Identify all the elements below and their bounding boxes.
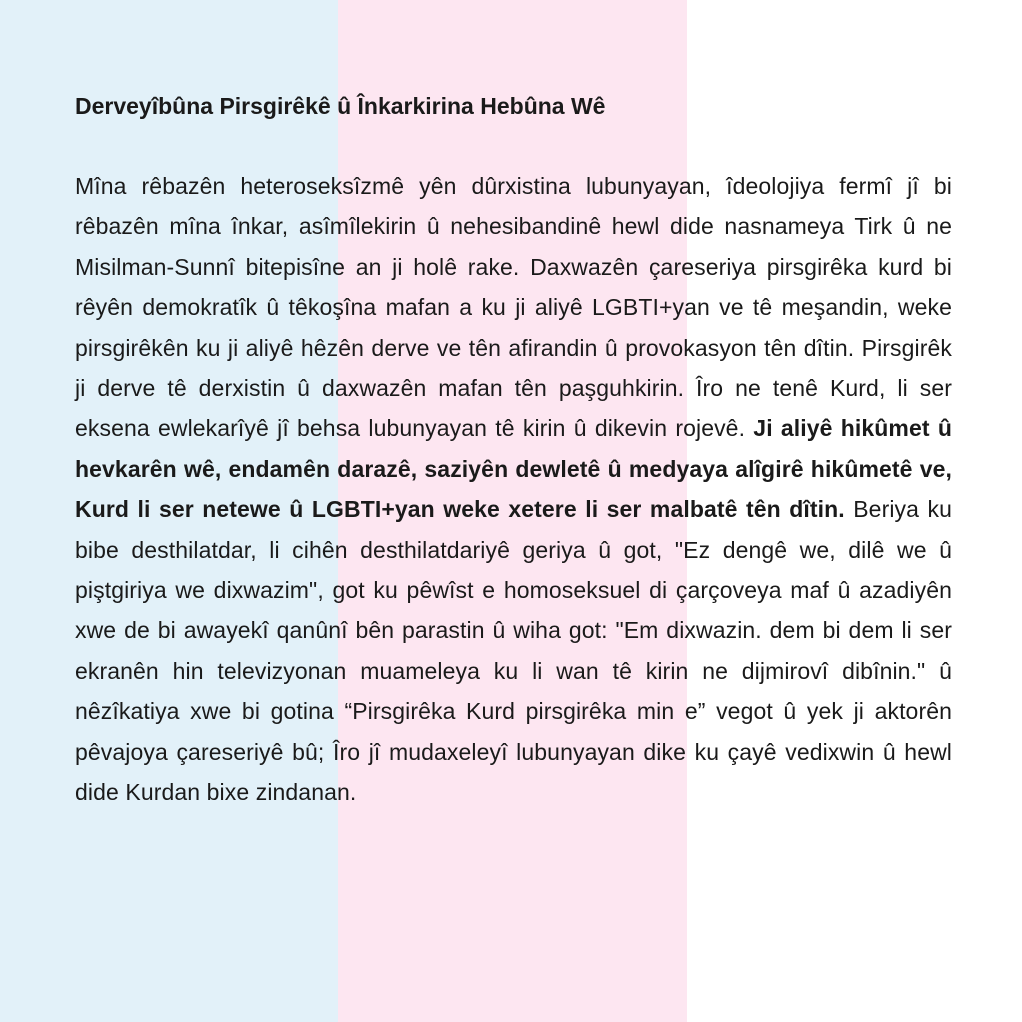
article <box>75 86 952 813</box>
article-title: Derveyîbûna Pirsgirêkê û Înkarkirina Hebûna Wê <box>75 93 606 119</box>
paragraph-intro: Mîna rêbazên heteroseksîzmê yên dûrxistina lubunyayan, îdeolojiya fermî jî bi rêbazên mîna înkar, asîmîlekirin û nehesibandinê hewl dide nasnameya Tirk û ne Misilman-Sunnî bitepisîne an ji holê rake. Daxwazên çareseriya pirsgirêka kurd bi rêyên demokratîk û têkoşîna mafan a ku ji aliyê LGBTI+yan ve tê meşandin, weke pirsgirêkên ku ji aliyê hêzên derve ve tên afirandin û provokasyon tên dîtin. Pirsgirêk ji derve tê derxistin û daxwazên mafan tên paşguhkirin. Îro ne tenê Kurd, li ser eksena ewlekarîyê jî behsa lubunyayan tê kirin û dikevin rojevê. <box>75 173 952 442</box>
paragraph-bold: Ji aliyê hikûmet û hevkarên wê, endamên darazê, saziyên dewletê û medyaya alîgirê hikûmetê ve, Kurd li ser netewe û LGBTI+yan weke xetere li ser malbatê tên dîtin. <box>75 415 952 523</box>
paragraph-rest: Beriya ku bibe desthilatdar, li cihên desthilatdariyê geriya û got, "Ez dengê we, dilê we û piştgiriya we dixwazim", got ku pêwîst e homoseksuel di çarçoveya maf û azadiyên xwe de bi awayekî qanûnî bên parastin û wiha got: "Em dixwazin. dem bi dem li ser ekranên hin televizyonan muameleya ku li wan tê kirin ne dijmirovî dibînin." û nêzîkatiya xwe bi gotina “Pirsgirêka Kurd pirsgirêka min e” vegot û yek ji aktorên pêvajoya çareseriyê bû; Îro jî mudaxeleyî lubunyayan dike ku çayê vedixwin û hewl dide Kurdan bixe zindanan. <box>75 496 952 806</box>
article-paragraph <box>75 166 952 813</box>
